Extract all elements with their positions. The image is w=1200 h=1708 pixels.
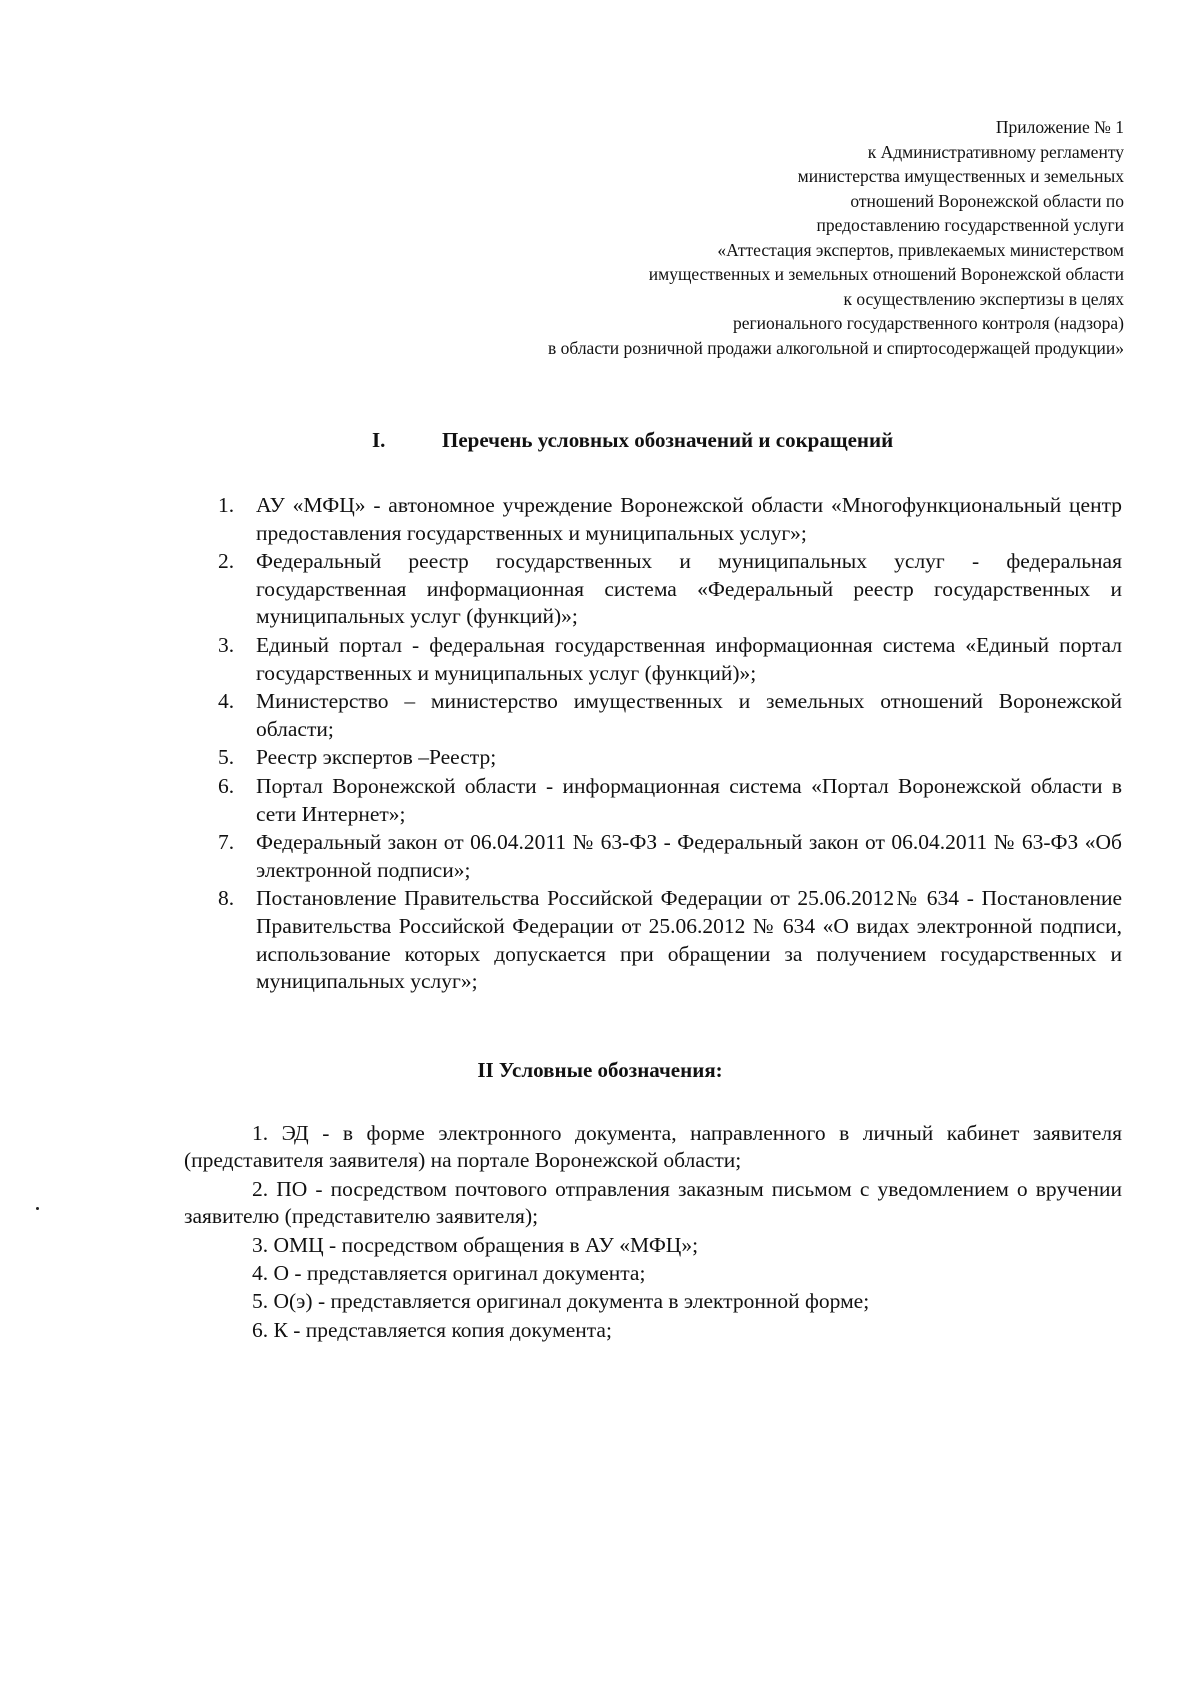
list-item-text: Реестр экспертов –Реестр;: [256, 745, 497, 770]
list-item: [210, 492, 1122, 547]
list-item-text: АУ «МФЦ» - автономное учреждение Воронежской области «Многофункциональный центр предоставления государственных и муниципальных услуг»;: [256, 493, 1122, 545]
list-item-text: Портал Воронежской области - информационная система «Портал Воронежской области в сети Интернет»;: [256, 773, 1122, 826]
list-item-text: Федеральный закон от 06.04.2011 № 63-ФЗ - Федеральный закон от 06.04.2011 № 63-ФЗ «Об электронной подписи»;: [256, 830, 1122, 882]
list-item: [210, 632, 1122, 687]
legend-item: 4. О - представляется оригинал документа;: [252, 1261, 646, 1286]
header-line: в области розничной продажи алкогольной и спиртосодержащей продукции»: [547, 337, 1124, 358]
header-line: регионального государственного контроля (надзора): [732, 313, 1124, 333]
list-item: [210, 548, 1122, 631]
header-line: предоставлению государственной услуги: [816, 215, 1124, 235]
list-marker: 1.: [218, 493, 235, 517]
legend-item: 6. К - представляется копия документа;: [252, 1317, 612, 1342]
legend-item: 1. ЭД - в форме электронного документа, направленного в личный кабинет заявителя (представителя заявителя) на портале Воронежской области;: [184, 1121, 1122, 1173]
appendix-header: [364, 115, 1124, 360]
list-marker: 3.: [218, 632, 235, 657]
list-marker: 4.: [218, 689, 235, 714]
list-marker: 2.: [218, 549, 235, 574]
section-one-heading: [372, 428, 893, 453]
scan-artifact-dot: [36, 1207, 39, 1210]
list-marker: 6.: [218, 773, 235, 798]
header-line: «Аттестация экспертов, привлекаемых министерством: [717, 239, 1124, 260]
section-two-heading: II Условные обозначения:: [477, 1058, 723, 1082]
header-line: отношений Воронежской области по: [850, 190, 1124, 211]
abbreviation-list: [210, 492, 1122, 997]
list-item-text: Постановление Правительства Российской Федерации от 25.06.2012№ 634 - Постановление Правительства Российской Федерации от 25.06.2012 № 634 «О видах электронной подписи, использование которых допускается при обращении за получением государственных и муниципальных услуг»;: [256, 886, 1122, 994]
list-item-text: Единый портал - федеральная государственная информационная система «Единый портал государственных и муниципальных услуг (функций)»;: [256, 632, 1122, 685]
list-item-text: Министерство – министерство имущественных и земельных отношений Воронежской области;: [256, 689, 1122, 741]
list-item: [210, 885, 1122, 995]
list-marker: 7.: [218, 830, 235, 855]
list-marker: 5.: [218, 745, 235, 770]
list-item: [210, 744, 1122, 772]
list-item: [210, 688, 1122, 743]
legend-item: 2. ПО - посредством почтового отправления заказным письмом с уведомлением о вручении заявителю (представителю заявителя);: [184, 1176, 1122, 1229]
header-line: к Административному регламенту: [867, 141, 1124, 162]
section-one-number: I.: [372, 428, 386, 452]
legend-item: 3. ОМЦ - посредством обращения в АУ «МФЦ»;: [252, 1232, 699, 1257]
list-item: [210, 829, 1122, 884]
list-marker: 8.: [218, 886, 235, 911]
header-line: Приложение № 1: [995, 117, 1124, 137]
header-line: к осуществлению экспертизы в целях: [843, 288, 1124, 309]
list-item: [210, 773, 1122, 828]
list-item-text: Федеральный реестр государственных и муниципальных услуг - федеральная государственная информационная система «Федеральный реестр государственных и муниципальных услуг (функций)»;: [256, 549, 1122, 629]
legend-item: 5. О(э) - представляется оригинал документа в электронной форме;: [252, 1289, 870, 1314]
header-line: министерства имущественных и земельных: [797, 166, 1124, 186]
header-line: имущественных и земельных отношений Воронежской области: [648, 264, 1124, 284]
legend-list: [184, 1120, 1122, 1345]
section-one-title: Перечень условных обозначений и сокращений: [442, 428, 894, 452]
